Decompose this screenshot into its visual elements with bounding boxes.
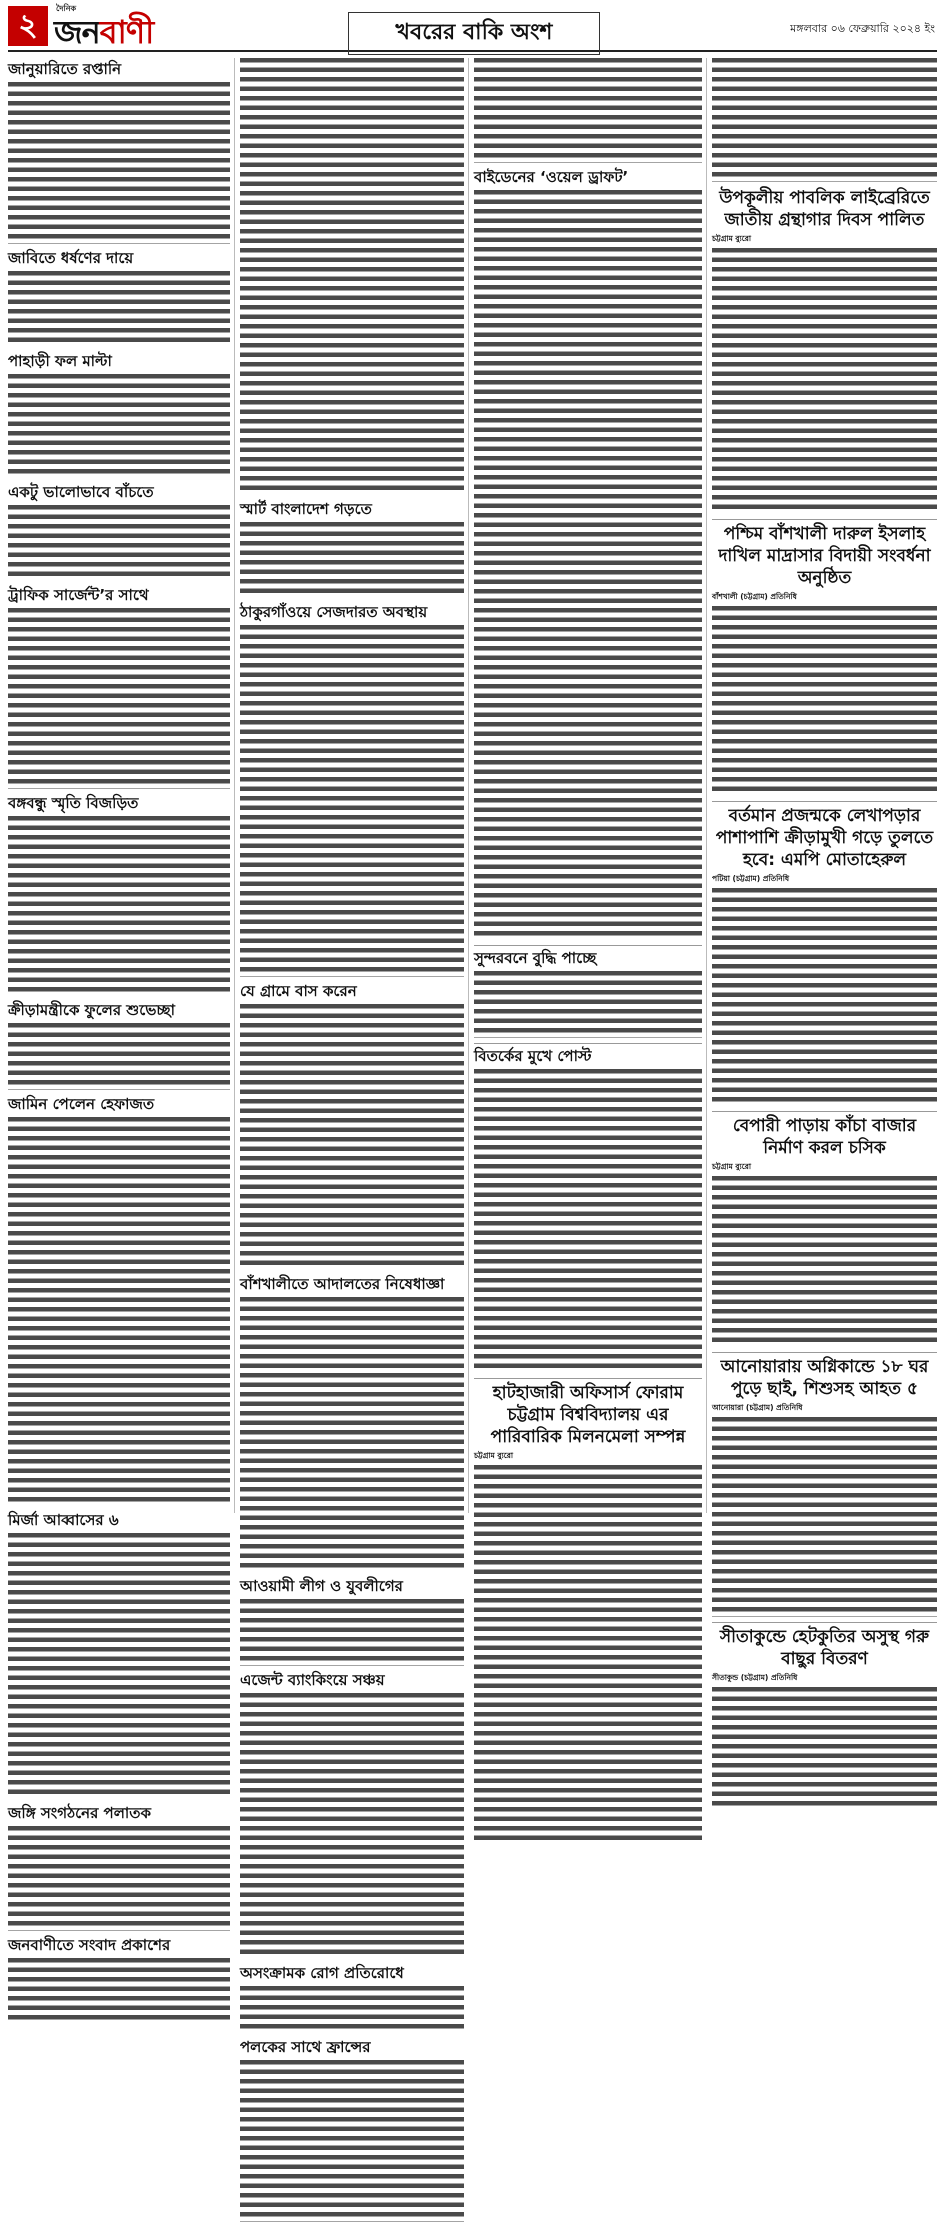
article-body-text <box>240 625 464 977</box>
article-headline: বিতর্কের মুখে পোস্ট <box>474 1046 592 1065</box>
article-headline: সীতাকুন্ডে হেটকুতির অসুস্থ গরু বাছুর বিতরণ <box>719 1626 930 1669</box>
article-headline: উপকূলীয় পাবলিক লাইব্রেরিতে জাতীয় গ্রন্থাগার দিবস পালিত <box>719 187 930 230</box>
article-headline: বঙ্গবন্ধু স্মৃতি বিজড়িত <box>8 793 139 812</box>
article-separator <box>712 519 937 520</box>
news-article <box>8 249 230 347</box>
article-body-text <box>8 1533 230 1799</box>
news-article <box>240 58 464 495</box>
article-body-text <box>240 522 464 598</box>
news-article <box>474 1382 702 1845</box>
news-article <box>240 982 464 1270</box>
column-1 <box>8 58 230 2029</box>
news-article <box>240 500 464 598</box>
news-article <box>8 794 230 997</box>
article-body-text <box>474 1069 702 1373</box>
article-headline: একটু ভালোভাবে বাঁচতে <box>8 483 154 501</box>
newspaper-logo <box>54 3 154 61</box>
article-headline: অসংক্রামক রোগ প্রতিরোধে <box>240 1963 404 1982</box>
article-body-text <box>8 1117 230 1507</box>
article-separator <box>712 1111 937 1112</box>
column-rule <box>706 58 707 1513</box>
masthead <box>8 3 937 52</box>
column-4 <box>712 58 937 1815</box>
article-headline: বেপারী পাড়ায় কাঁচা বাজার নির্মাণ করল চসিক <box>732 1116 917 1158</box>
article-body-text <box>8 1023 230 1090</box>
newspaper-page <box>8 3 937 2056</box>
article-headline: স্মার্ট বাংলাদেশ গড়তে <box>240 500 372 518</box>
article-body-text <box>8 608 230 789</box>
article-body-text <box>240 1004 464 1270</box>
column-2 <box>240 58 464 2227</box>
news-article <box>240 1577 464 1666</box>
news-article <box>8 1001 230 1090</box>
article-headline: এজেন্ট ব্যাংকিংয়ে সঞ্চয় <box>240 1670 385 1689</box>
column-rule <box>468 58 469 1513</box>
article-body-text <box>474 971 702 1038</box>
article-headline: আওয়ামী লীগ ও যুবলীগের <box>240 1577 403 1595</box>
news-article <box>712 523 937 796</box>
news-article <box>712 1115 937 1347</box>
news-article <box>8 483 230 581</box>
page-number: ২ <box>8 6 48 46</box>
news-article <box>474 168 702 941</box>
article-dateline: চট্টগ্রাম ব্যুরো <box>474 1450 514 1460</box>
article-separator <box>474 1043 702 1044</box>
news-article <box>474 949 702 1038</box>
article-headline: বাঁশখালীতে আদালতের নিষেধাজ্ঞা <box>240 1274 445 1293</box>
news-article <box>240 1671 464 1959</box>
article-headline: জানুয়ারিতে রপ্তানি <box>8 60 122 78</box>
news-article <box>8 1095 230 1507</box>
article-headline: পাহাড়ী ফল মাল্টা <box>8 351 112 370</box>
article-separator <box>712 1352 937 1353</box>
article-headline: যে গ্রামে বাস করেন <box>240 981 357 1000</box>
news-article <box>474 1047 702 1373</box>
article-body-text <box>474 190 702 941</box>
news-article <box>240 603 464 977</box>
article-headline: ঠাকুরগাঁওয়ে সেজদারত অবস্থায় <box>240 603 428 621</box>
article-headline: হাটহাজারী অফিসার্স ফোরাম চট্টগ্রাম বিশ্ববিদ্যালয় এর পারিবারিক মিলনমেলা সম্পন্ন <box>490 1382 686 1447</box>
news-article <box>712 1626 937 1811</box>
article-body-text <box>712 888 937 1107</box>
logo-part-1: জন <box>54 13 100 51</box>
article-body-text <box>474 1465 702 1845</box>
logo-part-2: বাণী <box>99 13 154 51</box>
article-body-text <box>8 374 230 479</box>
article-separator <box>712 1622 937 1623</box>
article-body-text <box>8 816 230 997</box>
article-body-text <box>240 1986 464 2034</box>
news-article <box>712 1356 937 1617</box>
article-body-text <box>712 1687 937 1811</box>
news-article <box>8 1936 230 2025</box>
article-dateline: আনোয়ারা (চট্টগ্রাম) প্রতিনিধি <box>712 1403 803 1412</box>
news-article <box>8 1804 230 1931</box>
article-headline: ক্রীড়ামন্ত্রীকে ফুলের শুভেচ্ছা <box>8 1001 175 1019</box>
news-article <box>8 60 230 244</box>
article-dateline: সীতাকুন্ড (চট্টগ্রাম) প্রতিনিধি <box>712 1672 798 1682</box>
article-body-text <box>712 1176 937 1347</box>
article-dateline: চট্টগ্রাম ব্যুরো <box>712 233 752 243</box>
article-dateline: পটিয়া (চট্টগ্রাম) প্রতিনিধি <box>712 873 790 883</box>
article-body-text <box>240 1599 464 1666</box>
article-body-text <box>240 1693 464 1959</box>
column-rule <box>234 58 235 1513</box>
news-article <box>240 1275 464 1573</box>
article-headline: পশ্চিম বাঁশখালী দারুল ইসলাহ দাখিল মাদ্রাসার বিদায়ী সংবর্ধনা অনুষ্ঠিত <box>718 523 931 588</box>
article-headline: পলকের সাথে ফ্রান্সের <box>240 2038 371 2056</box>
article-headline: সুন্দরবনে বুদ্ধি পাচ্ছে <box>474 949 597 967</box>
article-separator <box>474 945 702 946</box>
article-body-text <box>8 1826 230 1931</box>
news-article <box>712 187 937 514</box>
article-body-text <box>8 1958 230 2025</box>
article-body-text <box>8 505 230 581</box>
news-article <box>8 1511 230 1799</box>
article-headline: জাবিতে ধর্ষণের দায়ে <box>8 248 134 267</box>
article-dateline: বাঁশখালী (চট্টগ্রাম) প্রতিনিধি <box>712 591 797 601</box>
article-headline: জঙ্গি সংগঠনের পলাতক <box>8 1804 152 1822</box>
article-headline: বাইডেনের ‘ওয়েল ড্রাফট’ <box>474 167 629 186</box>
article-body-text <box>712 606 937 796</box>
article-body-text <box>474 58 702 163</box>
article-headline: ট্রাফিক সার্জেন্ট’র সাথে <box>8 586 149 604</box>
article-body-text <box>712 248 937 514</box>
news-article <box>474 58 702 163</box>
article-body-text <box>240 1297 464 1573</box>
paper-label: দৈনিক <box>56 3 77 13</box>
news-article <box>8 586 230 789</box>
article-dateline: চট্টগ্রাম ব্যুরো <box>712 1162 752 1171</box>
article-headline: মির্জা আব্বাসের ৬ <box>8 1511 119 1529</box>
column-3 <box>474 58 702 1850</box>
news-article <box>240 1964 464 2034</box>
article-headline: আনোয়ারায় অগ্নিকান্ডে ১৮ ঘর পুড়ে ছাই, শিশুসহ আহত ৫ <box>720 1357 929 1399</box>
section-title: খবরের বাকি অংশ <box>348 12 600 55</box>
article-body-text <box>712 1417 937 1617</box>
news-article <box>240 2038 464 2222</box>
article-separator <box>474 1378 702 1379</box>
news-article <box>8 352 230 479</box>
article-body-text <box>240 58 464 495</box>
news-article <box>712 58 937 182</box>
article-headline: জামিন পেলেন হেফাজত <box>8 1094 155 1113</box>
article-body-text <box>8 271 230 347</box>
news-article <box>712 805 937 1107</box>
article-body-text <box>8 82 230 244</box>
article-body-text <box>240 2060 464 2222</box>
article-body-text <box>712 58 937 182</box>
article-separator <box>712 801 937 802</box>
article-headline: জনবাণীতে সংবাদ প্রকাশের <box>8 1935 171 1954</box>
article-headline: বর্তমান প্রজন্মকে লেখাপড়ার পাশাপাশি ক্রীড়ামুখী গড়ে তুলতে হবে: এমপি মোতাহেরুল <box>715 805 934 870</box>
issue-date: মঙ্গলবার ০৬ ফেব্রুয়ারি ২০২৪ ইং <box>790 22 935 35</box>
